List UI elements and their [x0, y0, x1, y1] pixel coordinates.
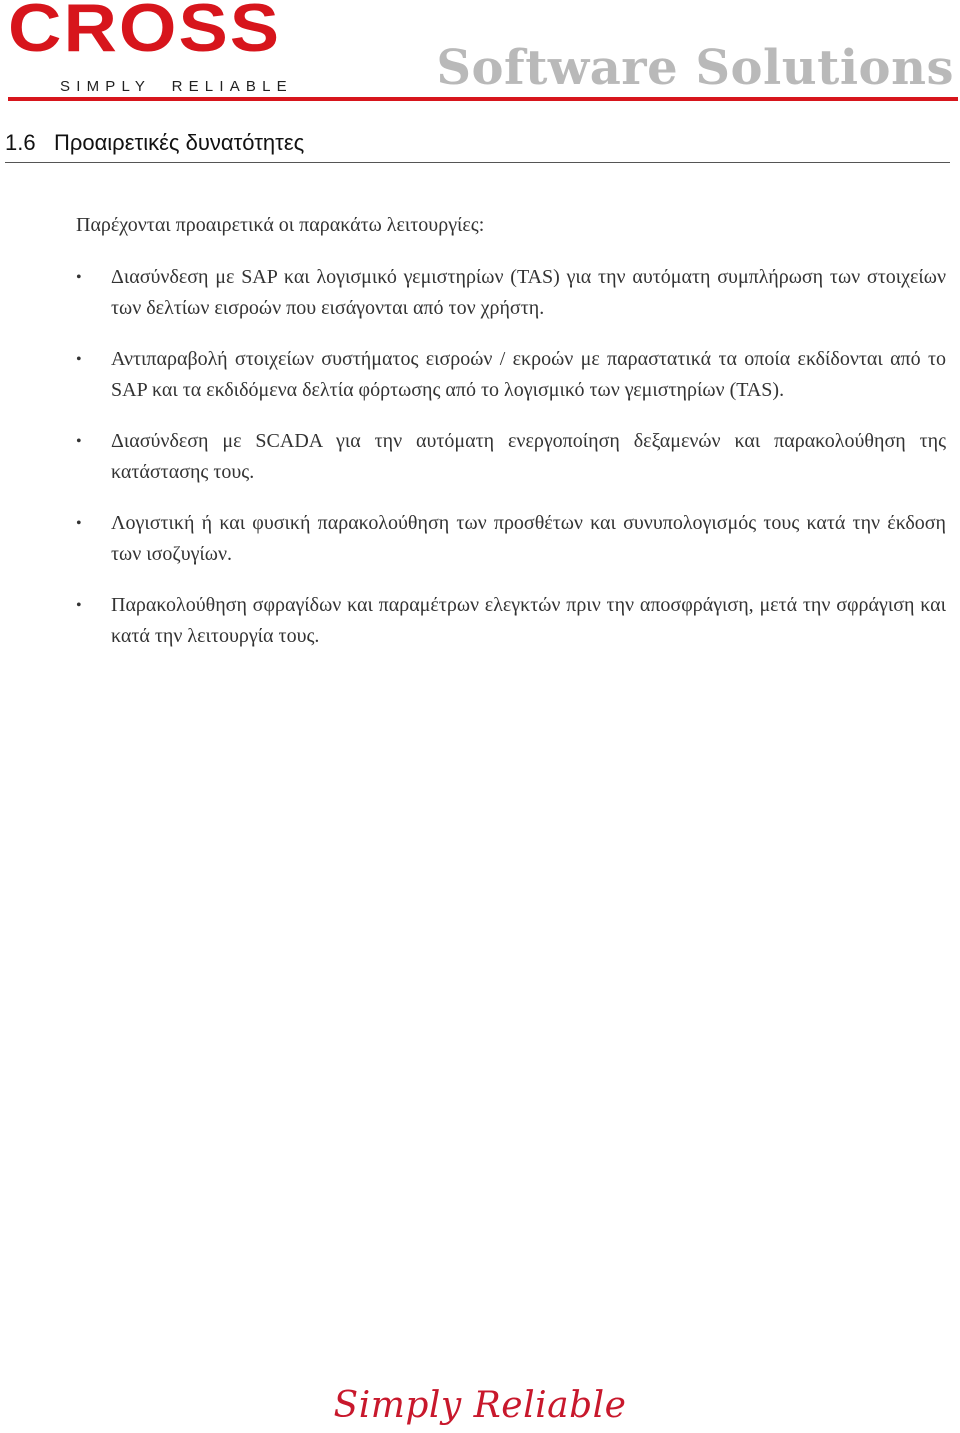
page-header: [0, 0, 960, 106]
header-title: Software Solutions: [436, 40, 954, 96]
list-item: • Διασύνδεση με SCADA για την αυτόματη ενεργοποίηση δεξαμενών και παρακολούθηση της κατάστασης τους.: [76, 426, 946, 488]
logo-tagline: SIMPLY RELIABLE: [60, 78, 293, 95]
section-title: Προαιρετικές δυνατότητες: [53, 130, 305, 155]
list-item: • Αντιπαραβολή στοιχείων συστήματος εισροών / εκροών με παραστατικά τα οποία εκδίδονται από το SAP και τα εκδιδόμενα δελτία φόρτωσης από το λογισμικό των γεμιστηρίων (TAS).: [76, 344, 946, 406]
intro-text: Παρέχονται προαιρετικά οι παρακάτω λειτουργίες:: [76, 214, 485, 236]
bullet-icon: •: [76, 351, 82, 368]
section-number: 1.6: [5, 130, 36, 155]
bullet-icon: •: [76, 597, 82, 614]
list-item: • Παρακολούθηση σφραγίδων και παραμέτρων ελεγκτών πριν την αποσφράγιση, μετά την σφράγιση και κατά την λειτουργία τους.: [76, 590, 946, 652]
bullet-icon: •: [76, 269, 82, 286]
header-divider: [8, 97, 958, 101]
bullet-icon: •: [76, 433, 82, 450]
footer-signature: Simply Reliable: [333, 1385, 627, 1426]
feature-list: [76, 262, 946, 672]
bullet-icon: •: [76, 515, 82, 532]
list-item: • Λογιστική ή και φυσική παρακολούθηση των προσθέτων και συνυπολογισμός τους κατά την έκδοση των ισοζυγίων.: [76, 508, 946, 570]
list-item: • Διασύνδεση με SAP και λογισμικό γεμιστηρίων (TAS) για την αυτόματη συμπλήρωση των στοιχείων των δελτίων εισροών που εισάγονται από τον χρήστη.: [76, 262, 946, 324]
section-heading: [5, 130, 950, 163]
cross-logo: CROSS: [8, 0, 282, 66]
